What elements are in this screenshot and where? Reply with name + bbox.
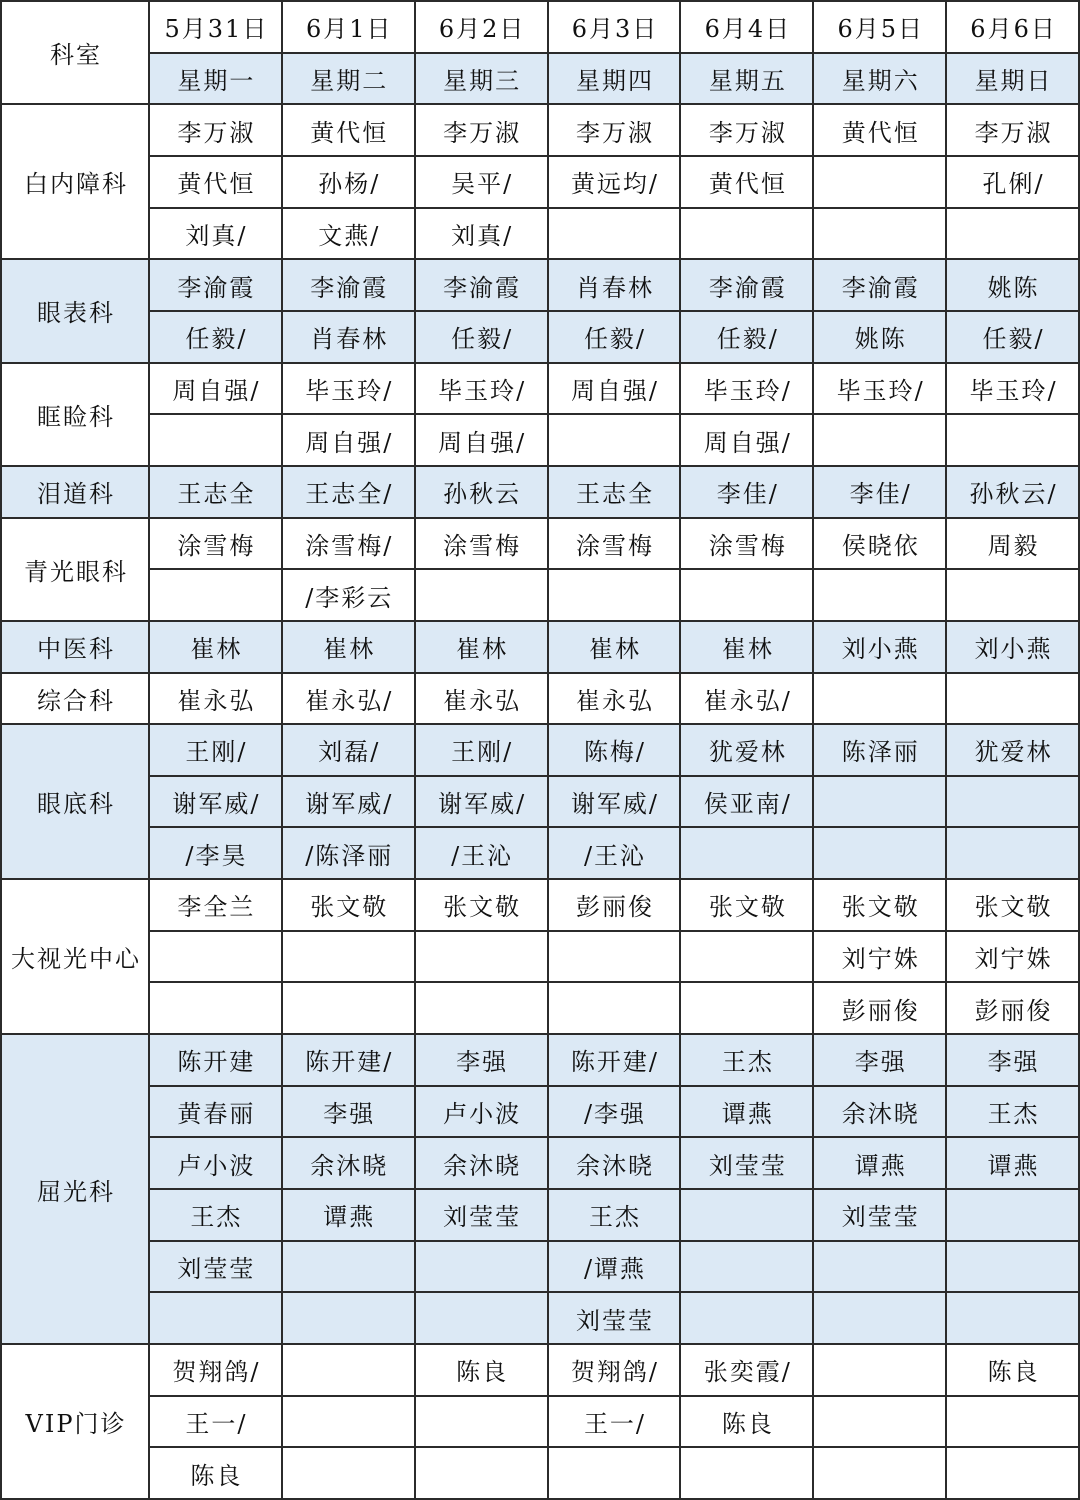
schedule-cell: 侯亚南/ [681, 777, 814, 829]
schedule-cell: 涂雪梅 [549, 519, 682, 571]
schedule-cell: 崔永弘 [416, 674, 549, 726]
schedule-cell [814, 1397, 947, 1449]
schedule-cell: 刘小燕 [814, 622, 947, 674]
schedule-cell: 彭丽俊 [947, 983, 1080, 1035]
schedule-cell [416, 1242, 549, 1294]
schedule-cell [416, 932, 549, 984]
schedule-cell: 余沐晓 [283, 1138, 416, 1190]
schedule-cell: 余沐晓 [549, 1138, 682, 1190]
weekday-header: 星期日 [947, 54, 1080, 106]
schedule-cell [549, 1448, 682, 1500]
schedule-cell [283, 1242, 416, 1294]
dept-label-cataract: 白内障科 [2, 105, 150, 260]
dept-label-refractive: 屈光科 [2, 1035, 150, 1345]
schedule-cell [549, 570, 682, 622]
schedule-cell: 张奕霞/ [681, 1345, 814, 1397]
schedule-cell: 涂雪梅 [416, 519, 549, 571]
schedule-cell [150, 570, 283, 622]
schedule-cell [549, 983, 682, 1035]
schedule-cell: 谢军威/ [549, 777, 682, 829]
schedule-cell: 孙秋云/ [947, 467, 1080, 519]
schedule-cell: 王一/ [150, 1397, 283, 1449]
schedule-cell: 刘真/ [416, 209, 549, 261]
schedule-cell [681, 1242, 814, 1294]
schedule-cell: 姚陈 [947, 260, 1080, 312]
dept-label-fundus: 眼底科 [2, 725, 150, 880]
schedule-cell: 王刚/ [416, 725, 549, 777]
schedule-cell [416, 1397, 549, 1449]
schedule-cell: 黄代恒 [283, 105, 416, 157]
weekday-header: 星期一 [150, 54, 283, 106]
schedule-cell: 涂雪梅 [150, 519, 283, 571]
schedule-cell: 李万淑 [549, 105, 682, 157]
schedule-cell [814, 1293, 947, 1345]
date-header: 5月31日 [150, 2, 283, 54]
schedule-cell: 黄远均/ [549, 157, 682, 209]
weekday-header: 星期五 [681, 54, 814, 106]
schedule-cell: 任毅/ [947, 312, 1080, 364]
schedule-cell [681, 1190, 814, 1242]
schedule-cell: 卢小波 [416, 1087, 549, 1139]
schedule-cell: 张文敬 [814, 880, 947, 932]
schedule-cell: 孔俐/ [947, 157, 1080, 209]
schedule-cell: 李全兰 [150, 880, 283, 932]
schedule-cell: 贺翔鸽/ [150, 1345, 283, 1397]
schedule-cell: 涂雪梅 [681, 519, 814, 571]
schedule-cell: 陈梅/ [549, 725, 682, 777]
schedule-cell [549, 209, 682, 261]
schedule-cell [150, 1293, 283, 1345]
schedule-cell: 毕玉玲/ [947, 364, 1080, 416]
dept-label-lacrimal: 泪道科 [2, 467, 150, 519]
schedule-cell: 张文敬 [681, 880, 814, 932]
schedule-cell: 崔林 [150, 622, 283, 674]
schedule-cell [814, 209, 947, 261]
schedule-cell [947, 415, 1080, 467]
schedule-cell [814, 1448, 947, 1500]
schedule-cell: 刘宁姝 [814, 932, 947, 984]
schedule-cell: 陈良 [681, 1397, 814, 1449]
schedule-cell: 余沐晓 [416, 1138, 549, 1190]
schedule-cell: 陈良 [150, 1448, 283, 1500]
schedule-cell: 崔永弘 [150, 674, 283, 726]
schedule-cell: 张文敬 [416, 880, 549, 932]
schedule-cell: 崔永弘/ [681, 674, 814, 726]
schedule-cell: 周自强/ [549, 364, 682, 416]
weekday-header: 星期二 [283, 54, 416, 106]
schedule-cell: 李万淑 [150, 105, 283, 157]
schedule-cell: 王杰 [947, 1087, 1080, 1139]
dept-label-optometry-center: 大视光中心 [2, 880, 150, 1035]
weekday-header: 星期六 [814, 54, 947, 106]
schedule-cell [947, 777, 1080, 829]
date-header: 6月4日 [681, 2, 814, 54]
schedule-cell: 姚陈 [814, 312, 947, 364]
schedule-cell: /王沁 [416, 828, 549, 880]
schedule-cell: 周自强/ [283, 415, 416, 467]
schedule-cell: 彭丽俊 [814, 983, 947, 1035]
schedule-cell: 崔林 [416, 622, 549, 674]
schedule-cell: 李佳/ [681, 467, 814, 519]
schedule-cell [549, 415, 682, 467]
schedule-cell: 陈泽丽 [814, 725, 947, 777]
schedule-cell: 李万淑 [681, 105, 814, 157]
schedule-cell: 李强 [814, 1035, 947, 1087]
schedule-cell [947, 209, 1080, 261]
schedule-cell: 黄代恒 [814, 105, 947, 157]
schedule-cell: 陈良 [947, 1345, 1080, 1397]
schedule-cell: 李渝霞 [814, 260, 947, 312]
schedule-cell: 刘莹莹 [549, 1293, 682, 1345]
schedule-cell: /陈泽丽 [283, 828, 416, 880]
schedule-cell: 王志全 [549, 467, 682, 519]
schedule-cell: /李彩云 [283, 570, 416, 622]
dept-label-glaucoma: 青光眼科 [2, 519, 150, 622]
schedule-cell [681, 1448, 814, 1500]
schedule-cell [947, 1293, 1080, 1345]
schedule-cell: 李渝霞 [416, 260, 549, 312]
schedule-cell: 任毅/ [416, 312, 549, 364]
schedule-cell: 谭燕 [283, 1190, 416, 1242]
schedule-cell: 陈开建 [150, 1035, 283, 1087]
schedule-cell: 周自强/ [150, 364, 283, 416]
schedule-cell: 谢军威/ [416, 777, 549, 829]
schedule-cell: 王刚/ [150, 725, 283, 777]
schedule-cell [283, 983, 416, 1035]
schedule-cell: 谭燕 [681, 1087, 814, 1139]
schedule-cell [814, 777, 947, 829]
schedule-cell: 王志全/ [283, 467, 416, 519]
schedule-cell [150, 932, 283, 984]
dept-label-vip-clinic: VIP门诊 [2, 1345, 150, 1500]
schedule-cell [947, 1397, 1080, 1449]
schedule-cell: 涂雪梅/ [283, 519, 416, 571]
schedule-cell: 李万淑 [416, 105, 549, 157]
schedule-cell: 谢军威/ [283, 777, 416, 829]
schedule-cell: 刘磊/ [283, 725, 416, 777]
schedule-cell [947, 674, 1080, 726]
schedule-cell: 李渝霞 [681, 260, 814, 312]
schedule-cell: /李强 [549, 1087, 682, 1139]
schedule-cell: 刘真/ [150, 209, 283, 261]
schedule-cell: /李昊 [150, 828, 283, 880]
schedule-cell: 王一/ [549, 1397, 682, 1449]
schedule-cell [814, 1345, 947, 1397]
schedule-cell: /王沁 [549, 828, 682, 880]
schedule-cell: 卢小波 [150, 1138, 283, 1190]
schedule-cell: /谭燕 [549, 1242, 682, 1294]
schedule-cell: 刘莹莹 [681, 1138, 814, 1190]
schedule-cell [283, 1448, 416, 1500]
schedule-cell: 张文敬 [283, 880, 416, 932]
schedule-cell [814, 157, 947, 209]
schedule-cell: 崔永弘 [549, 674, 682, 726]
schedule-cell: 肖春林 [283, 312, 416, 364]
schedule-cell [416, 983, 549, 1035]
schedule-cell [416, 1293, 549, 1345]
schedule-cell: 毕玉玲/ [283, 364, 416, 416]
schedule-cell [681, 983, 814, 1035]
schedule-cell: 彭丽俊 [549, 880, 682, 932]
date-header: 6月5日 [814, 2, 947, 54]
schedule-cell: 黄春丽 [150, 1087, 283, 1139]
schedule-cell [681, 1293, 814, 1345]
dept-label-ocular-surface: 眼表科 [2, 260, 150, 363]
weekday-header: 星期四 [549, 54, 682, 106]
schedule-cell: 犹爱林 [681, 725, 814, 777]
schedule-cell: 孙杨/ [283, 157, 416, 209]
schedule-cell: 孙秋云 [416, 467, 549, 519]
date-header: 6月1日 [283, 2, 416, 54]
schedule-cell: 肖春林 [549, 260, 682, 312]
schedule-cell: 崔永弘/ [283, 674, 416, 726]
schedule-cell: 谭燕 [947, 1138, 1080, 1190]
schedule-cell [947, 828, 1080, 880]
schedule-cell: 贺翔鸽/ [549, 1345, 682, 1397]
schedule-cell [947, 570, 1080, 622]
schedule-cell: 刘莹莹 [814, 1190, 947, 1242]
schedule-cell [549, 932, 682, 984]
schedule-cell [814, 1242, 947, 1294]
schedule-cell [814, 674, 947, 726]
dept-label-orbit-eyelid: 眶睑科 [2, 364, 150, 467]
schedule-cell [416, 570, 549, 622]
schedule-cell: 李渝霞 [283, 260, 416, 312]
schedule-cell: 王杰 [681, 1035, 814, 1087]
schedule-cell: 刘莹莹 [416, 1190, 549, 1242]
schedule-cell: 毕玉玲/ [681, 364, 814, 416]
schedule-cell: 王杰 [150, 1190, 283, 1242]
dept-label-tcm: 中医科 [2, 622, 150, 674]
schedule-cell: 李强 [416, 1035, 549, 1087]
schedule-cell: 黄代恒 [150, 157, 283, 209]
schedule-cell [681, 828, 814, 880]
schedule-cell [681, 209, 814, 261]
schedule-cell [283, 1345, 416, 1397]
schedule-cell: 张文敬 [947, 880, 1080, 932]
schedule-cell: 毕玉玲/ [416, 364, 549, 416]
schedule-cell: 犹爱林 [947, 725, 1080, 777]
schedule-cell: 周毅 [947, 519, 1080, 571]
schedule-cell [150, 983, 283, 1035]
schedule-cell: 李渝霞 [150, 260, 283, 312]
schedule-cell: 毕玉玲/ [814, 364, 947, 416]
date-header: 6月6日 [947, 2, 1080, 54]
schedule-cell: 刘小燕 [947, 622, 1080, 674]
date-header: 6月3日 [549, 2, 682, 54]
schedule-cell: 王杰 [549, 1190, 682, 1242]
schedule-cell: 李佳/ [814, 467, 947, 519]
schedule-cell: 王志全 [150, 467, 283, 519]
schedule-cell [947, 1448, 1080, 1500]
dept-column-header: 科室 [2, 2, 150, 105]
schedule-cell [283, 1293, 416, 1345]
schedule-cell: 李强 [947, 1035, 1080, 1087]
schedule-cell [681, 570, 814, 622]
schedule-cell: 陈开建/ [283, 1035, 416, 1087]
schedule-cell: 李万淑 [947, 105, 1080, 157]
schedule-cell: 任毅/ [150, 312, 283, 364]
schedule-cell: 任毅/ [549, 312, 682, 364]
schedule-cell: 崔林 [549, 622, 682, 674]
weekday-header: 星期三 [416, 54, 549, 106]
schedule-cell: 陈良 [416, 1345, 549, 1397]
schedule-cell [814, 828, 947, 880]
schedule-cell: 侯晓依 [814, 519, 947, 571]
schedule-cell: 吴平/ [416, 157, 549, 209]
schedule-cell: 黄代恒 [681, 157, 814, 209]
schedule-cell: 文燕/ [283, 209, 416, 261]
schedule-cell [947, 1190, 1080, 1242]
schedule-cell: 崔林 [681, 622, 814, 674]
schedule-cell: 谭燕 [814, 1138, 947, 1190]
schedule-cell [150, 415, 283, 467]
schedule-cell: 周自强/ [416, 415, 549, 467]
schedule-cell: 刘莹莹 [150, 1242, 283, 1294]
schedule-cell: 周自强/ [681, 415, 814, 467]
date-header: 6月2日 [416, 2, 549, 54]
schedule-cell: 刘宁姝 [947, 932, 1080, 984]
schedule-cell: 任毅/ [681, 312, 814, 364]
schedule-cell [947, 1242, 1080, 1294]
schedule-cell [283, 1397, 416, 1449]
schedule-cell [416, 1448, 549, 1500]
schedule-cell: 崔林 [283, 622, 416, 674]
schedule-cell [681, 932, 814, 984]
dept-label-general: 综合科 [2, 674, 150, 726]
schedule-cell [814, 415, 947, 467]
schedule-cell: 李强 [283, 1087, 416, 1139]
schedule-cell: 谢军威/ [150, 777, 283, 829]
schedule-cell: 余沐晓 [814, 1087, 947, 1139]
schedule-cell [814, 570, 947, 622]
schedule-cell [283, 932, 416, 984]
schedule-cell: 陈开建/ [549, 1035, 682, 1087]
